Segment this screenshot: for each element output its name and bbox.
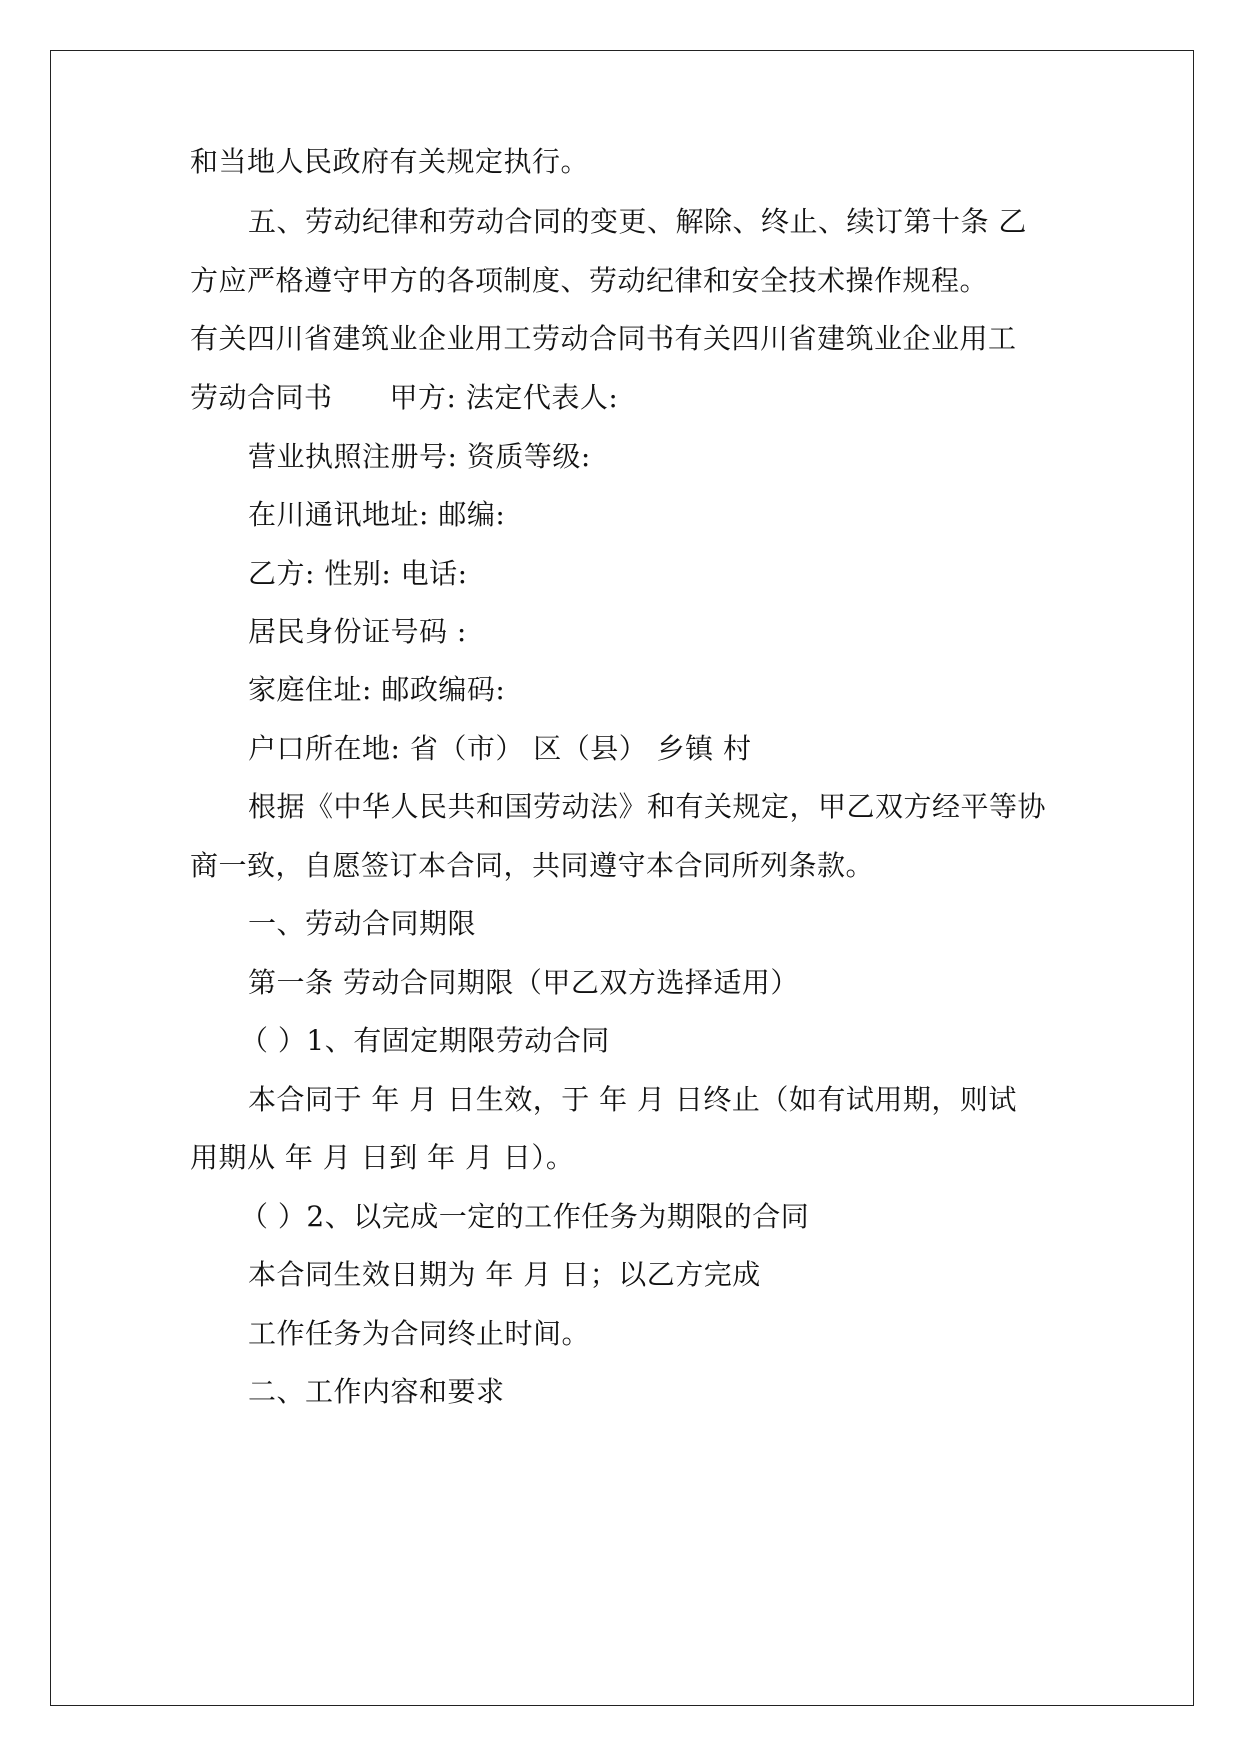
text-line: 商一致，自愿签订本合同，共同遵守本合同所列条款。 — [190, 849, 875, 882]
text-line: 根据《中华人民共和国劳动法》和有关规定，甲乙双方经平等协 — [248, 790, 1047, 823]
text-line: 户口所在地: 省（市） 区（县） 乡镇 村 — [248, 732, 752, 765]
article-heading: 第一条 劳动合同期限（甲乙双方选择适用） — [248, 966, 799, 999]
text-line: 劳动合同书 甲方: 法定代表人: — [190, 381, 619, 414]
text-line: 居民身份证号码 : — [248, 615, 467, 648]
text-line: 和当地人民政府有关规定执行。 — [190, 145, 590, 178]
text-line: 有关四川省建筑业企业用工劳动合同书有关四川省建筑业企业用工 — [190, 322, 1017, 355]
text-line: 本合同生效日期为 年 月 日；以乙方完成 — [248, 1258, 761, 1291]
text-line: 营业执照注册号: 资质等级: — [248, 440, 591, 473]
text-line: 家庭住址: 邮政编码: — [248, 673, 506, 706]
text-line: 方应严格遵守甲方的各项制度、劳动纪律和安全技术操作规程。 — [190, 264, 989, 297]
text-line: 在川通讯地址: 邮编: — [248, 498, 506, 531]
text-line: 五、劳动纪律和劳动合同的变更、解除、终止、续订第十条 乙 — [248, 205, 1027, 238]
section-heading: 二、工作内容和要求 — [248, 1375, 505, 1408]
text-line: 乙方: 性别: 电话: — [248, 557, 468, 590]
text-line: 本合同于 年 月 日生效，于 年 月 日终止（如有试用期，则试 — [248, 1083, 1017, 1116]
option-line: （ ）2、以完成一定的工作任务为期限的合同 — [240, 1200, 810, 1233]
text-line: 工作任务为合同终止时间。 — [248, 1317, 591, 1350]
section-heading: 一、劳动合同期限 — [248, 907, 477, 940]
text-line: 用期从 年 月 日到 年 月 日）。 — [190, 1141, 575, 1174]
option-line: （ ）1、有固定期限劳动合同 — [240, 1024, 610, 1057]
